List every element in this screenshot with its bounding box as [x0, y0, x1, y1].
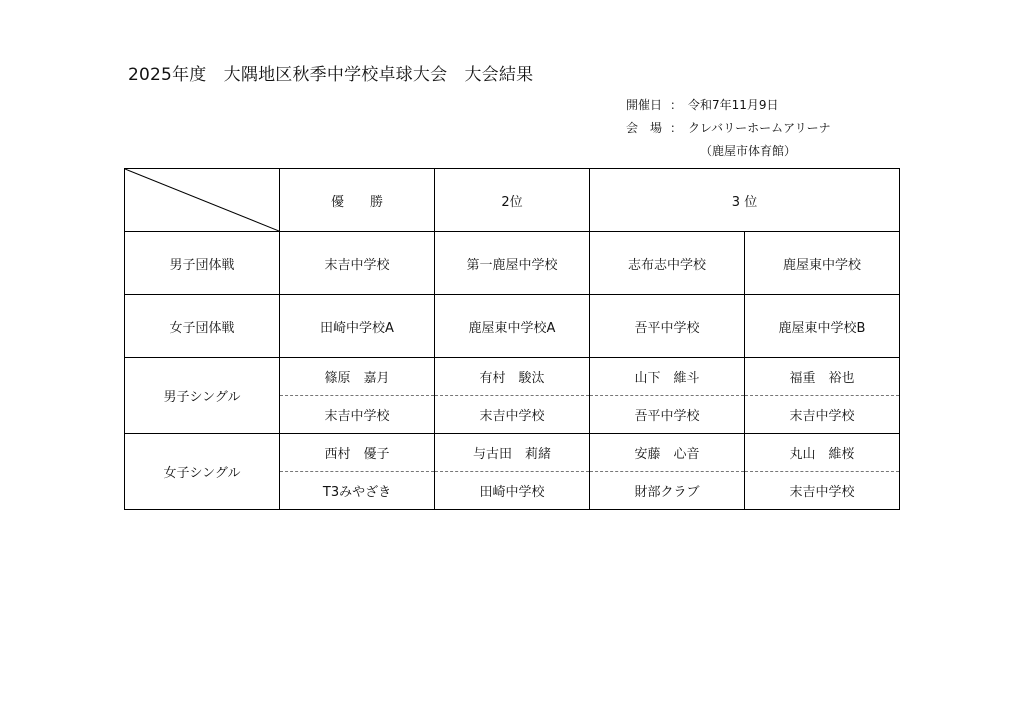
player-name: 丸山 維桜: [745, 434, 900, 472]
table-cell: 鹿屋東中学校: [745, 232, 900, 295]
date-separator: ：: [670, 98, 683, 112]
table-row: [125, 358, 900, 396]
table-row: [125, 434, 900, 472]
player-name: 与古田 莉緒: [435, 434, 590, 472]
diagonal-line: [125, 169, 279, 231]
event-info: [626, 94, 831, 163]
player-school: 末吉中学校: [435, 396, 590, 434]
row-label: 男子団体戦: [125, 232, 280, 295]
player-school: T3みやざき: [280, 472, 435, 510]
table-cell: 田崎中学校A: [280, 295, 435, 358]
player-school: 末吉中学校: [280, 396, 435, 434]
date-row: [626, 94, 831, 117]
row-label: 女子団体戦: [125, 295, 280, 358]
header-first: 優 勝: [280, 169, 435, 232]
page-title: 2025年度 大隅地区秋季中学校卓球大会 大会結果: [128, 65, 534, 85]
corner-cell: [125, 169, 280, 232]
table-cell: 末吉中学校: [280, 232, 435, 295]
player-name: 安藤 心音: [590, 434, 745, 472]
player-school: 田崎中学校: [435, 472, 590, 510]
date-label: 開催日: [626, 98, 663, 112]
table-row: [125, 295, 900, 358]
header-second: 2位: [435, 169, 590, 232]
player-school: 財部クラブ: [590, 472, 745, 510]
player-name: 西村 優子: [280, 434, 435, 472]
row-label: 男子シングル: [125, 358, 280, 434]
table-cell: 吾平中学校: [590, 295, 745, 358]
player-name: 山下 維斗: [590, 358, 745, 396]
player-name: 篠原 嘉月: [280, 358, 435, 396]
player-name: 有村 駿汰: [435, 358, 590, 396]
venue-value: クレバリーホームアリーナ: [688, 121, 831, 135]
venue-row: [626, 117, 831, 140]
venue-label: 会 場: [626, 121, 663, 135]
table-cell: 鹿屋東中学校A: [435, 295, 590, 358]
player-name: 福重 裕也: [745, 358, 900, 396]
header-third: 3 位: [590, 169, 900, 232]
date-value: 令和7年11月9日: [688, 98, 779, 112]
results-table: [124, 168, 900, 510]
player-school: 吾平中学校: [590, 396, 745, 434]
table-cell: 第一鹿屋中学校: [435, 232, 590, 295]
table-cell: 鹿屋東中学校B: [745, 295, 900, 358]
venue-separator: ：: [670, 121, 683, 135]
row-label: 女子シングル: [125, 434, 280, 510]
table-row: [125, 232, 900, 295]
header-row: [125, 169, 900, 232]
venue-sub: （鹿屋市体育館）: [700, 144, 797, 158]
player-school: 末吉中学校: [745, 472, 900, 510]
venue-sub-row: [626, 140, 831, 163]
player-school: 末吉中学校: [745, 396, 900, 434]
table-cell: 志布志中学校: [590, 232, 745, 295]
